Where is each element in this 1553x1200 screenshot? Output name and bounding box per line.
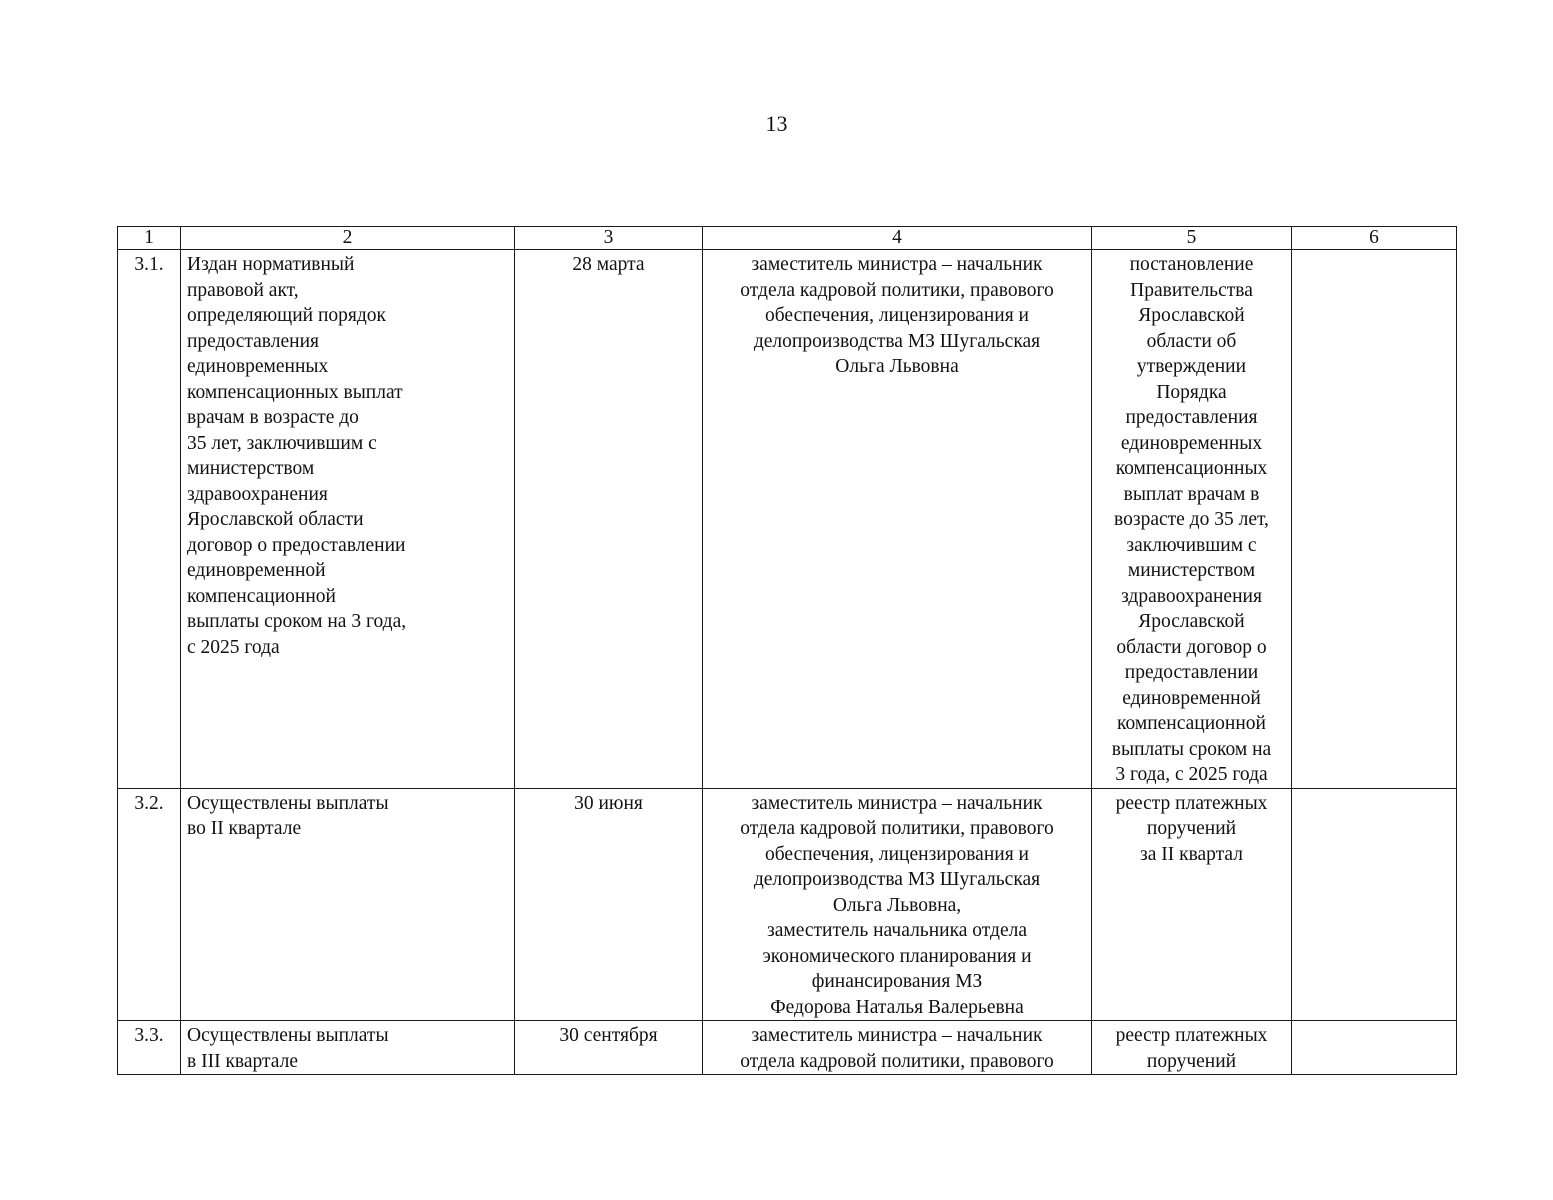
cell-line: реестр платежных (1115, 792, 1268, 814)
note-cell (1292, 250, 1457, 789)
column-header: 3 (515, 227, 703, 250)
cell-line: отдела кадровой политики, правового (740, 279, 1054, 301)
cell-line: компенсационных выплат (187, 381, 403, 403)
cell-line: компенсационных (1115, 458, 1268, 479)
responsible-cell (703, 788, 1092, 1021)
cell-line: Ольга Львовна, (832, 894, 962, 916)
cell-line: заместитель министра – начальник (751, 792, 1043, 814)
cell-line: Порядка (1156, 381, 1227, 403)
cell-line: министерством (187, 458, 315, 479)
cell-line: здравоохранения (187, 483, 328, 505)
cell-line: заместитель министра – начальник (751, 1025, 1043, 1046)
cell-line: обеспечения, лицензирования и (765, 843, 1029, 865)
date-cell: 28 марта (515, 250, 703, 789)
note-cell (1292, 788, 1457, 1021)
cell-line: делопроизводства МЗ Шугальская (753, 869, 1041, 890)
cell-line: Ярославской (1138, 305, 1245, 326)
cell-line: определяющий порядок (187, 305, 386, 326)
cell-line: компенсационной (1117, 713, 1266, 734)
date-cell: 30 сентября (515, 1021, 703, 1075)
note-cell (1292, 1021, 1457, 1075)
cell-line: единовременной (187, 560, 326, 581)
cell-line: с 2025 года (187, 636, 280, 658)
cell-line: выплаты сроком на (1111, 738, 1272, 760)
table-row (118, 1021, 1457, 1075)
cell-line: единовременных (187, 356, 329, 377)
table-row (118, 788, 1457, 1021)
cell-line: Ольга Львовна (835, 356, 959, 377)
cell-line: в III квартале (187, 1050, 298, 1072)
responsible-cell (703, 250, 1092, 789)
cell-line: за II квартал (1140, 843, 1243, 865)
column-header: 6 (1292, 227, 1457, 250)
table-header-row (118, 227, 1457, 250)
cell-line: договор о предоставлении (187, 534, 406, 556)
cell-line: обеспечения, лицензирования и (765, 305, 1029, 326)
column-header: 2 (181, 227, 515, 250)
cell-line: врачам в возрасте до (187, 407, 359, 428)
cell-line: Правительства (1130, 279, 1253, 301)
cell-line: отдела кадровой политики, правового (740, 818, 1054, 839)
event-cell (181, 250, 515, 789)
document-cell (1092, 788, 1292, 1021)
column-header: 1 (118, 227, 181, 250)
cell-line: заместитель министра – начальник (751, 254, 1043, 275)
cell-line: здравоохранения (1121, 585, 1262, 607)
document-cell (1092, 1021, 1292, 1075)
plan-table (117, 226, 1457, 1075)
cell-line: Ярославской области (187, 509, 364, 530)
cell-line: во II квартале (187, 818, 302, 839)
cell-line: делопроизводства МЗ Шугальская (753, 330, 1041, 352)
cell-line: Ярославской (1138, 611, 1245, 632)
responsible-cell (703, 1021, 1092, 1075)
cell-line: правовой акт, (187, 279, 299, 301)
event-cell (181, 788, 515, 1021)
cell-line: единовременных (1120, 432, 1263, 454)
cell-line: постановление (1129, 254, 1254, 275)
row-number: 3.2. (118, 788, 181, 1021)
cell-line: Осуществлены выплаты (187, 1025, 389, 1046)
column-header: 4 (703, 227, 1092, 250)
cell-line: поручений (1146, 1050, 1237, 1072)
cell-line: заключившим с (1126, 534, 1257, 556)
cell-line: области об (1146, 330, 1237, 352)
cell-line: экономического планирования и (762, 945, 1032, 967)
cell-line: утверждении (1136, 356, 1247, 377)
cell-line: Осуществлены выплаты (187, 792, 389, 814)
date-cell: 30 июня (515, 788, 703, 1021)
cell-line: единовременной (1122, 687, 1261, 709)
table-row (118, 250, 1457, 789)
cell-line: выплаты сроком на 3 года, (187, 611, 407, 632)
cell-line: компенсационной (187, 585, 336, 607)
cell-line: отдела кадровой политики, правового (740, 1050, 1054, 1072)
cell-line: возрасте до 35 лет, (1114, 509, 1269, 530)
event-cell (181, 1021, 515, 1075)
cell-line: выплат врачам в (1123, 483, 1260, 505)
cell-line: министерством (1127, 560, 1256, 581)
cell-line: предоставления (1125, 407, 1258, 428)
cell-line: Федорова Наталья Валерьевна (770, 996, 1024, 1018)
cell-line: предоставления (187, 330, 319, 352)
document-cell (1092, 250, 1292, 789)
cell-line: Издан нормативный (187, 254, 355, 275)
cell-line: поручений (1146, 818, 1237, 839)
row-number: 3.1. (118, 250, 181, 789)
cell-line: финансирования МЗ (811, 971, 983, 992)
row-number: 3.3. (118, 1021, 181, 1075)
cell-line: 35 лет, заключившим с (187, 432, 377, 454)
cell-line: области договор о (1116, 636, 1267, 658)
cell-line: реестр платежных (1115, 1025, 1268, 1046)
cell-line: заместитель начальника отдела (767, 920, 1027, 941)
cell-line: предоставлении (1124, 662, 1259, 683)
column-header: 5 (1092, 227, 1292, 250)
cell-line: 3 года, с 2025 года (1115, 764, 1268, 785)
page-number: 13 (765, 111, 788, 136)
